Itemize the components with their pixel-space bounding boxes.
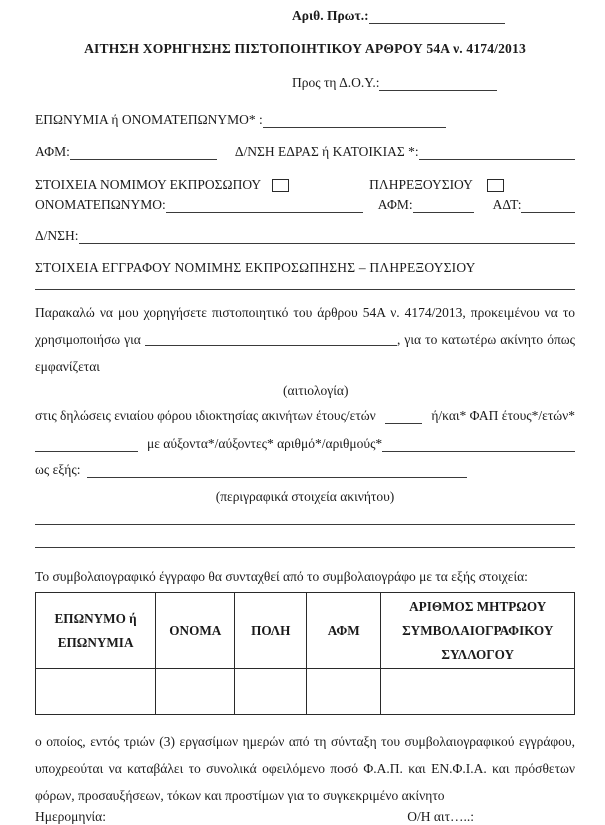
request-intro-text: Παρακαλώ να μου χορηγήσετε πιστοποιητικό του άρθρου 54Α ν. 4174/2013, προκειμένου να το χρησιμοποιήσω για bbox=[35, 305, 575, 347]
column-header-surname: ΕΠΩΝΥΜΟ ή ΕΠΩΝΥΜΙΑ bbox=[36, 593, 156, 669]
serial-number-field[interactable] bbox=[382, 438, 575, 453]
property-description-field-1[interactable] bbox=[35, 524, 575, 525]
registry-number-cell[interactable] bbox=[381, 669, 575, 715]
applicant-afm-label: ΑΦΜ: bbox=[35, 144, 70, 159]
request-paragraph bbox=[35, 299, 575, 380]
protocol-number-label: Αριθ. Πρωτ.: bbox=[292, 8, 369, 23]
column-header-name: ΟΝΟΜΑ bbox=[156, 593, 235, 669]
footer-row bbox=[35, 809, 575, 825]
property-caption: (περιγραφικά στοιχεία ακινήτου) bbox=[215, 489, 395, 504]
applicant-name-row bbox=[35, 112, 575, 128]
representation-document-field[interactable] bbox=[35, 289, 575, 290]
as-follows-row bbox=[35, 462, 575, 478]
notary-details-table bbox=[35, 592, 575, 715]
request-continuation-text: , για το κατωτέρω ακίνητο όπως εμφανίζεται bbox=[35, 332, 576, 374]
column-header-city: ΠΟΛΗ bbox=[235, 593, 307, 669]
applicant-afm-field[interactable] bbox=[70, 146, 217, 161]
applicant-address-label: Δ/ΝΣΗ ΕΔΡΑΣ ή ΚΑΤΟΙΚΙΑΣ *: bbox=[234, 144, 419, 159]
obligation-paragraph: ο οποίος, εντός τριών (3) εργασίμων ημερών από τη σύνταξη του συμβολαιογραφικού εγγράφου, υποχρεούται να καταβάλει το συνολικά οφειλόμενο ποσό Φ.Α.Π. και ΕΝ.Φ.Ι.Α. και πρόσθετων φόρων, προσαυξήσεων, τόκων και προστίμων για το συγκεκριμένο ακίνητο bbox=[35, 734, 575, 804]
representative-address-label: Δ/ΝΣΗ: bbox=[35, 228, 79, 243]
declarations-row-1 bbox=[35, 408, 575, 424]
purpose-field[interactable] bbox=[145, 332, 397, 347]
applicant-signature-label: Ο/Η αιτ…..: bbox=[407, 809, 474, 825]
representative-afm-label: ΑΦΜ: bbox=[377, 197, 413, 212]
representative-name-label: ΟΝΟΜΑΤΕΠΩΝΥΜΟ: bbox=[35, 197, 166, 212]
proxy-label: ΠΛΗΡΕΞΟΥΣΙΟΥ bbox=[369, 177, 473, 192]
declarations-years-label: στις δηλώσεις ενιαίου φόρου ιδιοκτησίας ακινήτων έτους/ετών bbox=[35, 408, 376, 423]
form-title: ΑΙΤΗΣΗ ΧΟΡΗΓΗΣΗΣ ΠΙΣΤΟΠΟΙΗΤΙΚΟΥ ΑΡΘΡΟΥ 54Α ν. 4174/2013 bbox=[84, 41, 526, 56]
property-description-field-2[interactable] bbox=[35, 547, 575, 548]
date-label: Ημερομηνία: bbox=[35, 809, 107, 825]
representative-adt-field[interactable] bbox=[521, 199, 575, 214]
notary-table-entry-row bbox=[36, 669, 575, 715]
protocol-number-field[interactable] bbox=[369, 10, 505, 25]
applicant-name-field[interactable] bbox=[263, 114, 446, 129]
applicant-name-label: ΕΠΩΝΥΜΙΑ ή ΟΝΟΜΑΤΕΠΩΝΥΜΟ* : bbox=[35, 112, 263, 127]
representative-details-row bbox=[35, 197, 575, 213]
representative-address-row bbox=[35, 228, 575, 244]
property-summary-field[interactable] bbox=[87, 464, 467, 479]
doy-field[interactable] bbox=[379, 77, 497, 92]
serial-number-label: με αύξοντα*/αύξοντες* αριθμό*/αριθμούς* bbox=[147, 436, 383, 451]
legal-representative-label: ΣΤΟΙΧΕΙΑ ΝΟΜΙΜΟΥ ΕΚΠΡΟΣΩΠΟΥ bbox=[35, 177, 262, 192]
notary-table-header-row bbox=[36, 593, 575, 669]
representative-address-field[interactable] bbox=[79, 230, 575, 245]
notary-intro-text: Το συμβολαιογραφικό έγγραφο θα συνταχθεί από το συμβολαιογράφο με τα εξής στοιχεία: bbox=[35, 569, 528, 584]
representative-name-field[interactable] bbox=[166, 199, 363, 214]
applicant-afm-row bbox=[35, 144, 575, 160]
representative-adt-label: ΑΔΤ: bbox=[492, 197, 522, 212]
proxy-checkbox[interactable] bbox=[487, 179, 504, 192]
surname-cell[interactable] bbox=[36, 669, 156, 715]
legal-representative-checkbox[interactable] bbox=[272, 179, 289, 192]
doy-row bbox=[292, 75, 497, 91]
representative-type-row bbox=[35, 177, 575, 193]
column-header-registry-number: ΑΡΙΘΜΟΣ ΜΗΤΡΩΟΥ ΣΥΜΒΟΛΑΙΟΓΡΑΦΙΚΟΥ ΣΥΛΛΟΓΟΥ bbox=[381, 593, 575, 669]
representation-document-heading: ΣΤΟΙΧΕΙΑ ΕΓΓΡΑΦΟΥ ΝΟΜΙΜΗΣ ΕΚΠΡΟΣΩΠΗΣΗΣ – ΠΛΗΡΕΞΟΥΣΙΟΥ bbox=[35, 260, 476, 275]
enfia-years-field[interactable] bbox=[385, 410, 423, 425]
fap-years-field[interactable] bbox=[35, 438, 138, 453]
name-cell[interactable] bbox=[156, 669, 235, 715]
city-cell[interactable] bbox=[235, 669, 307, 715]
representative-afm-field[interactable] bbox=[413, 199, 474, 214]
column-header-afm: ΑΦΜ bbox=[307, 593, 381, 669]
protocol-number-row bbox=[292, 8, 505, 24]
doy-label: Προς τη Δ.Ο.Υ.: bbox=[292, 75, 380, 90]
fap-years-label: ή/και* ΦΑΠ έτους*/ετών* bbox=[431, 408, 575, 423]
declarations-row-2 bbox=[35, 436, 575, 452]
reason-caption: (αιτιολογία) bbox=[283, 383, 349, 398]
applicant-address-field[interactable] bbox=[419, 146, 575, 161]
as-follows-label: ως εξής: bbox=[35, 462, 81, 477]
afm-cell[interactable] bbox=[307, 669, 381, 715]
